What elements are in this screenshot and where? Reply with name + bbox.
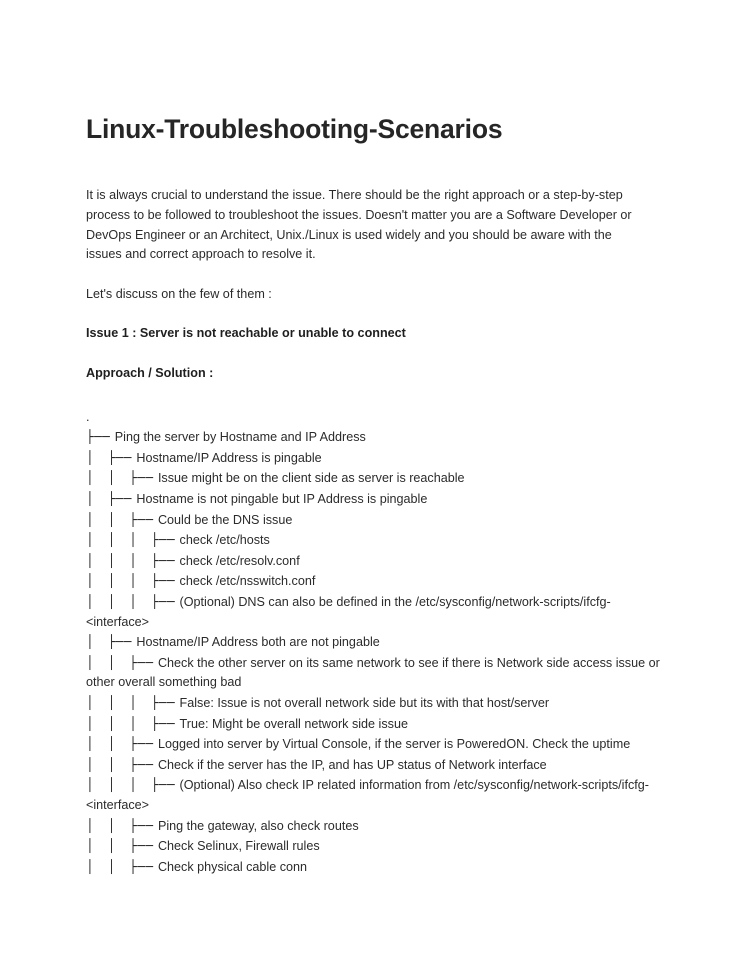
tree-line-text: Hostname/IP Address both are not pingable [136, 635, 380, 650]
tree-line-text: Ping the gateway, also check routes [157, 818, 359, 833]
tree-branch-glyph: │ │ ├── [86, 756, 158, 772]
tree-branch-glyph: │ │ │ ├── [86, 593, 180, 609]
tree-line-text: Ping the server by Hostname and IP Address [114, 430, 366, 445]
tree-branch-glyph: │ │ ├── [86, 817, 158, 833]
tree-line-text: (Optional) DNS can also be defined in the /etc/sysconfig/network-scripts/ifcfg-<interface> [86, 594, 611, 629]
tree-branch-glyph: │ │ ├── [86, 858, 158, 874]
tree-line-text: Check Selinux, Firewall rules [157, 839, 320, 854]
tree-leading-dot: . [86, 409, 90, 424]
tree-line-list [86, 427, 662, 877]
tree-line-text: Hostname is not pingable but IP Address is pingable [136, 492, 428, 506]
page-title: Linux-Troubleshooting-Scenarios [86, 114, 503, 144]
tree-line [86, 693, 662, 714]
tree-branch-glyph: │ ├── [86, 634, 137, 650]
tree-line [86, 816, 662, 837]
tree-line [86, 836, 662, 857]
approach-solution-heading: Approach / Solution : [86, 366, 214, 381]
tree-branch-glyph: │ │ │ ├── [86, 715, 180, 731]
tree-line-text: Check if the server has the IP, and has UP status of Network interface [157, 757, 547, 772]
tree-branch-glyph: │ │ ├── [86, 838, 158, 854]
tree-line-text: check /etc/nsswitch.conf [179, 574, 316, 589]
tree-line-text: (Optional) Also check IP related information from /etc/sysconfig/network-scripts/ifcfg-<interface> [86, 778, 649, 812]
tree-line [86, 489, 662, 510]
tree-line [86, 734, 662, 755]
tree-line-text: Check physical cable conn [157, 859, 308, 874]
lets-discuss-line: Let's discuss on the few of them : [86, 286, 272, 301]
tree-line [86, 775, 662, 815]
tree-line [86, 551, 662, 572]
tree-branch-glyph: │ │ ├── [86, 654, 158, 670]
tree-line-text: Hostname/IP Address is pingable [136, 450, 322, 465]
tree-line [86, 468, 662, 489]
troubleshooting-tree [86, 384, 662, 878]
tree-line-text: Could be the DNS issue [157, 512, 293, 527]
tree-line [86, 592, 662, 632]
tree-branch-glyph: │ │ ├── [86, 470, 158, 486]
tree-branch-glyph: │ ├── [86, 449, 137, 465]
issue-1-heading: Issue 1 : Server is not reachable or unable to connect [86, 326, 406, 341]
tree-line [86, 632, 662, 653]
tree-line-text: check /etc/hosts [179, 533, 270, 548]
tree-line [86, 427, 662, 448]
tree-line-text: Logged into server by Virtual Console, if the server is PoweredON. Check the uptime [157, 737, 631, 752]
tree-branch-glyph: │ │ │ ├── [86, 777, 180, 793]
tree-line [86, 714, 662, 735]
tree-branch-glyph: │ │ │ ├── [86, 573, 180, 589]
tree-branch-glyph: ├── [86, 429, 115, 445]
tree-line [86, 653, 662, 693]
tree-line [86, 857, 662, 878]
tree-branch-glyph: │ │ ├── [86, 736, 158, 752]
tree-line-text: False: Issue is not overall network side but its with that host/server [179, 695, 550, 710]
tree-line [86, 530, 662, 551]
tree-branch-glyph: │ │ │ ├── [86, 694, 180, 710]
tree-branch-glyph: │ │ ├── [86, 511, 158, 527]
tree-line [86, 448, 662, 469]
tree-branch-glyph: │ ├── [86, 491, 137, 506]
tree-line [86, 755, 662, 776]
tree-line [86, 510, 662, 531]
tree-line-text: check /etc/resolv.conf [179, 553, 300, 568]
intro-paragraph: It is always crucial to understand the issue. There should be the right approach or a step-by-step process to be followed to troubleshoot the issues. Doesn't matter you are a Software Developer or DevOps Engineer or an Architect, Unix./Linux is used widely and you should be aware with the issues and correct approach to resolve it. [86, 188, 632, 262]
tree-line-text: Issue might be on the client side as server is reachable [157, 471, 465, 486]
tree-line-text: True: Might be overall network side issue [179, 716, 408, 731]
tree-line [86, 571, 662, 592]
tree-line-text: Check the other server on its same network to see if there is Network side access issue or other overall something bad [86, 655, 664, 690]
tree-branch-glyph: │ │ │ ├── [86, 532, 180, 548]
tree-branch-glyph: │ │ │ ├── [86, 552, 180, 568]
